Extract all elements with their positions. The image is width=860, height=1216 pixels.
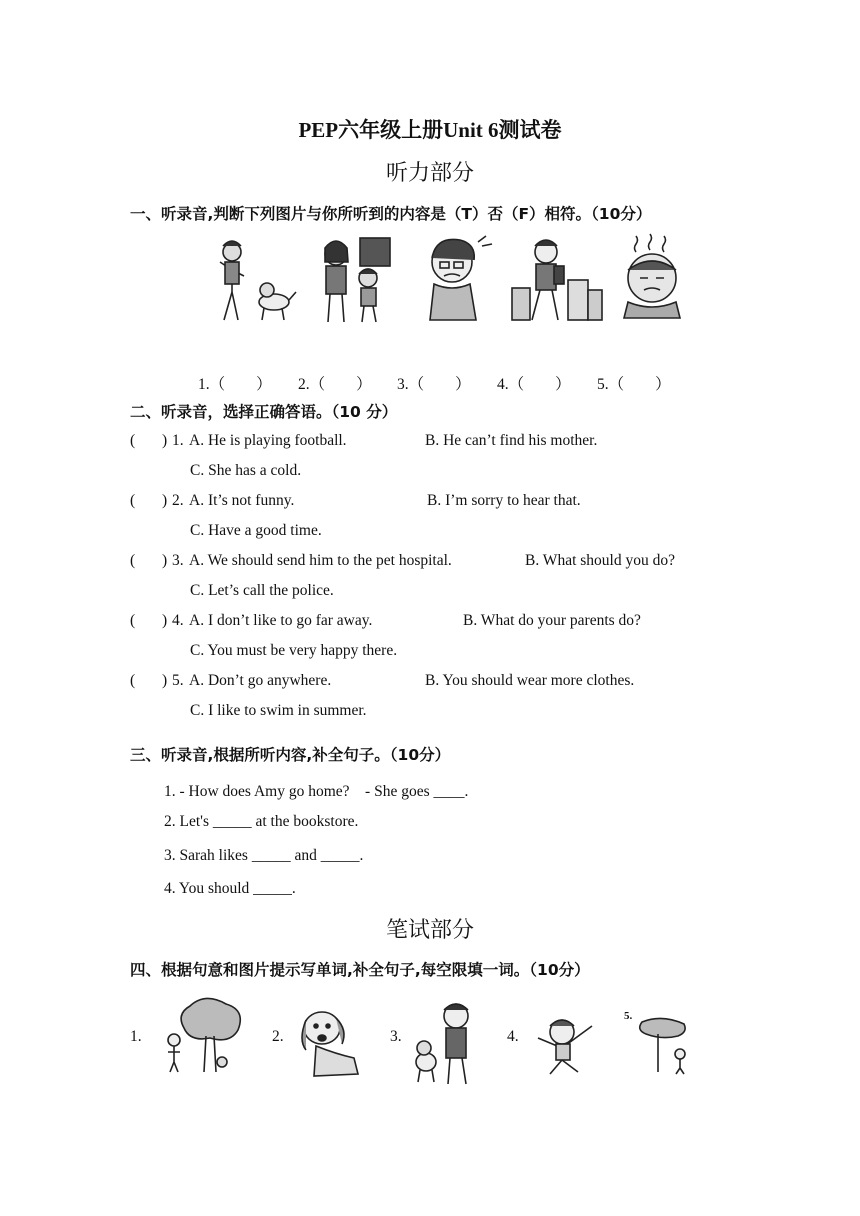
option-a: A. Don’t go anywhere.: [189, 672, 332, 689]
option-c: C. Have a good time.: [190, 522, 322, 539]
listening-heading: 听力部分: [385, 161, 474, 186]
section-4-heading: 四、根据句意和图片提示写单词,补全句子,每空限填一词。（10分）: [130, 961, 590, 979]
fill-sentence-4[interactable]: 4. You should _____.: [164, 880, 296, 897]
picture-mother-and-child: [316, 232, 396, 327]
option-b: B. What do your parents do?: [463, 612, 641, 629]
section-2-heading: 二、听录音，选择正确答语。（10 分）: [130, 403, 398, 421]
answer-4[interactable]: 4.（ ）: [497, 376, 571, 393]
picture-label-4: 4.: [507, 1028, 519, 1045]
answer-paren-close: ): [162, 552, 168, 569]
answer-1[interactable]: 1.（ ）: [198, 376, 272, 393]
picture-angry-woman: [416, 232, 496, 324]
answer-paren-open[interactable]: (: [130, 552, 136, 569]
option-b: B. You should wear more clothes.: [425, 672, 635, 689]
section-3-heading: 三、听录音,根据所听内容,补全句子。（10分）: [130, 746, 451, 764]
option-b: B. He can’t find his mother.: [425, 432, 598, 449]
picture-dog: [296, 1000, 364, 1080]
picture-boy-jumping: [532, 1014, 602, 1078]
picture-label-2: 2.: [272, 1028, 284, 1045]
written-heading: 笔试部分: [385, 918, 474, 943]
answer-5[interactable]: 5.（ ）: [597, 376, 671, 393]
answer-paren-open[interactable]: (: [130, 432, 136, 449]
option-a: A. We should send him to the pet hospital.: [189, 552, 452, 569]
answer-2[interactable]: 2.（ ）: [298, 376, 372, 393]
question-number: 2.: [172, 492, 184, 509]
answer-paren-open[interactable]: (: [130, 612, 136, 629]
section-1-heading: 一、听录音,判断下列图片与你所听到的内容是（T）否（F）相符。（10分）: [130, 205, 652, 223]
option-a: A. I don’t like to go far away.: [189, 612, 373, 629]
question-number: 5.: [172, 672, 184, 689]
option-b: B. I’m sorry to hear that.: [427, 492, 581, 509]
picture-man-with-dog: [412, 998, 486, 1086]
option-c: C. Let’s call the police.: [190, 582, 334, 599]
fill-sentence-1[interactable]: 1. - How does Amy go home? - She goes ____.: [164, 783, 469, 800]
answer-paren-close: ): [162, 672, 168, 689]
answer-paren-open[interactable]: (: [130, 492, 136, 509]
picture-sick-man: [608, 232, 698, 320]
answer-paren-close: ): [162, 492, 168, 509]
picture-boy-in-city: [506, 232, 606, 327]
picture-label-3: 3.: [390, 1028, 402, 1045]
fill-sentence-3[interactable]: 3. Sarah likes _____ and _____.: [164, 847, 364, 864]
picture-label-1: 1.: [130, 1028, 142, 1045]
answer-paren-close: ): [162, 432, 168, 449]
option-c: C. I like to swim in summer.: [190, 702, 367, 719]
page-title: PEP六年级上册Unit 6测试卷: [298, 118, 562, 142]
picture-label-5: 5.: [624, 1010, 633, 1022]
picture-child-under-sign: [622, 1012, 692, 1076]
question-number: 4.: [172, 612, 184, 629]
answer-paren-close: ): [162, 612, 168, 629]
question-number: 3.: [172, 552, 184, 569]
option-a: A. It’s not funny.: [189, 492, 295, 509]
fill-sentence-2[interactable]: 2. Let's _____ at the bookstore.: [164, 813, 359, 830]
option-a: A. He is playing football.: [189, 432, 347, 449]
picture-girl-with-dog: [212, 232, 302, 327]
option-b: B. What should you do?: [525, 552, 675, 569]
answer-3[interactable]: 3.（ ）: [397, 376, 471, 393]
picture-child-under-tree: [160, 996, 250, 1076]
option-c: C. You must be very happy there.: [190, 642, 398, 659]
option-c: C. She has a cold.: [190, 462, 302, 479]
question-number: 1.: [172, 432, 184, 449]
answer-paren-open[interactable]: (: [130, 672, 136, 689]
